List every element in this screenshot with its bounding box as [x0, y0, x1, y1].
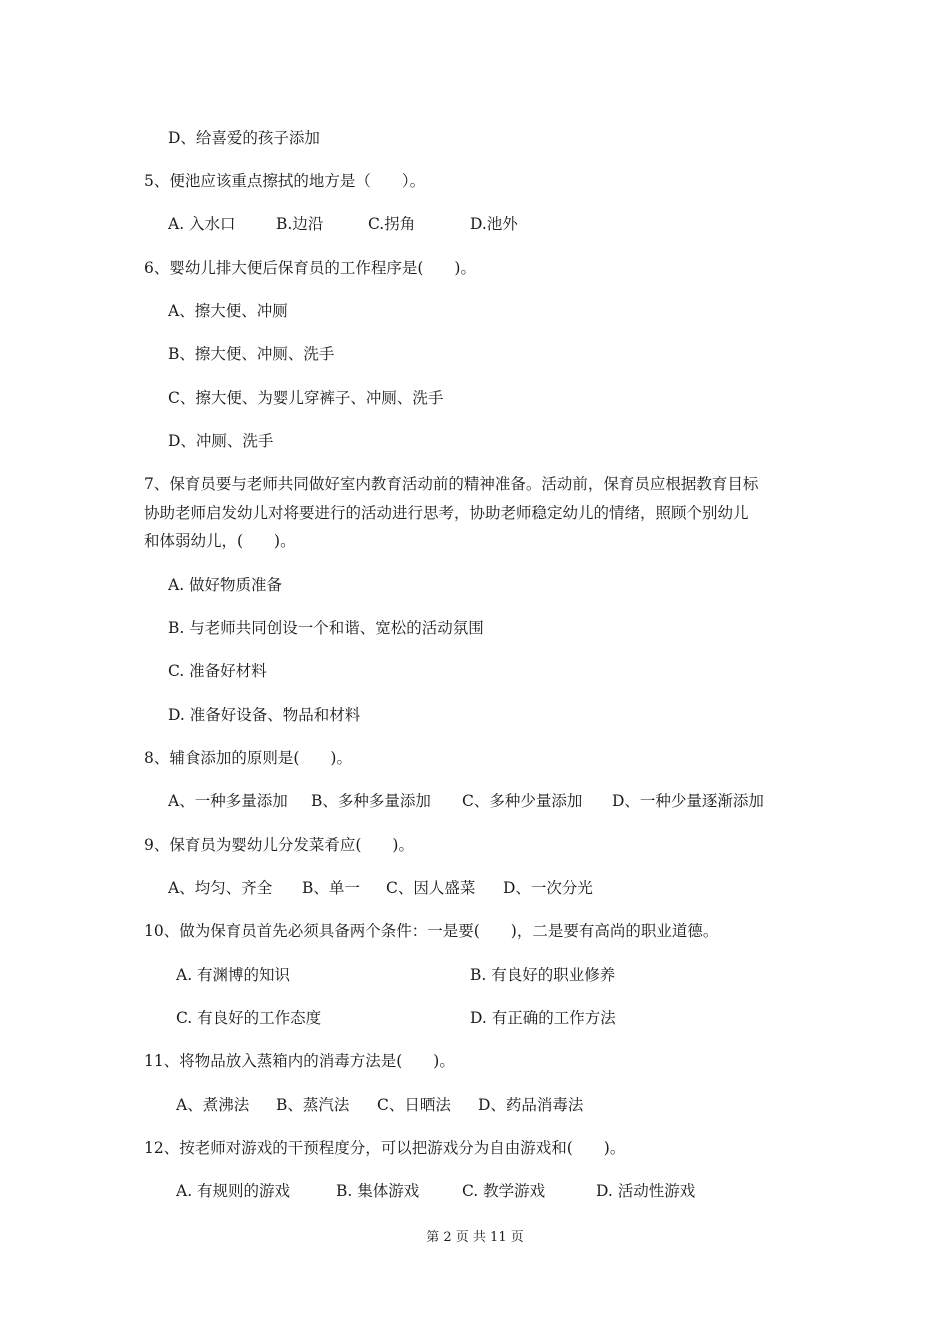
- q8-option-b: B、多种多量添加: [311, 792, 431, 810]
- q5-option-b: B.边沿: [276, 215, 324, 233]
- q8-option-a: A、一种多量添加: [168, 792, 288, 810]
- q12-option-b: B. 集体游戏: [336, 1182, 420, 1200]
- q6-stem: 6、婴幼儿排大便后保育员的工作程序是( )。: [144, 259, 476, 277]
- q7-stem-line-2: 协助老师启发幼儿对将要进行的活动进行思考，协助老师稳定幼儿的情绪，照顾个别幼儿: [144, 504, 749, 522]
- q6-option-a: A、擦大便、冲厕: [168, 302, 288, 320]
- q9-option-a: A、均匀、齐全: [168, 879, 273, 897]
- q7-option-c: C. 准备好材料: [168, 662, 267, 680]
- q6-option-d: D、冲厕、洗手: [168, 432, 274, 450]
- q8-option-c: C、多种少量添加: [462, 792, 583, 810]
- q8-option-d: D、一种少量逐渐添加: [612, 792, 764, 810]
- q12-option-c: C. 教学游戏: [462, 1182, 546, 1200]
- q5-option-c: C.拐角: [368, 215, 416, 233]
- q10-option-d: D. 有正确的工作方法: [470, 1009, 616, 1027]
- q10-option-b: B. 有良好的职业修养: [470, 966, 616, 984]
- q6-option-c: C、擦大便、为婴儿穿裤子、冲厕、洗手: [168, 389, 444, 407]
- q4-option-d: D、给喜爱的孩子添加: [168, 129, 320, 147]
- q11-stem: 11、将物品放入蒸箱内的消毒方法是( )。: [144, 1052, 455, 1070]
- q11-option-c: C、日晒法: [377, 1096, 451, 1114]
- q12-stem: 12、按老师对游戏的干预程度分，可以把游戏分为自由游戏和( )。: [144, 1139, 626, 1157]
- q9-option-d: D、一次分光: [503, 879, 593, 897]
- q11-option-d: D、药品消毒法: [478, 1096, 584, 1114]
- q9-option-c: C、因人盛菜: [386, 879, 476, 897]
- q12-option-a: A. 有规则的游戏: [176, 1182, 291, 1200]
- q9-stem: 9、保育员为婴幼儿分发菜肴应( )。: [144, 836, 414, 854]
- q7-option-a: A. 做好物质准备: [168, 576, 283, 594]
- q11-option-a: A、煮沸法: [176, 1096, 250, 1114]
- q8-stem: 8、辅食添加的原则是( )。: [144, 749, 352, 767]
- q10-option-a: A. 有渊博的知识: [176, 966, 291, 984]
- q7-option-b: B. 与老师共同创设一个和谐、宽松的活动氛围: [168, 619, 484, 637]
- q5-stem: 5、便池应该重点擦拭的地方是（ ）。: [144, 172, 426, 190]
- q10-stem: 10、做为保育员首先必须具备两个条件：一是要( )，二是要有高尚的职业道德。: [144, 922, 719, 940]
- q9-option-b: B、单一: [302, 879, 360, 897]
- q7-stem-line-3: 和体弱幼儿，( )。: [144, 532, 296, 550]
- q6-option-b: B、擦大便、冲厕、洗手: [168, 345, 335, 363]
- q11-option-b: B、蒸汽法: [276, 1096, 350, 1114]
- q5-option-d: D.池外: [470, 215, 518, 233]
- q7-option-d: D. 准备好设备、物品和材料: [168, 706, 361, 724]
- page-footer: 第 2 页 共 11 页: [426, 1230, 524, 1245]
- q7-stem-line-1: 7、保育员要与老师共同做好室内教育活动前的精神准备。活动前，保育员应根据教育目标: [144, 475, 759, 493]
- q12-option-d: D. 活动性游戏: [596, 1182, 696, 1200]
- q5-option-a: A. 入水口: [168, 215, 236, 233]
- q10-option-c: C. 有良好的工作态度: [176, 1009, 322, 1027]
